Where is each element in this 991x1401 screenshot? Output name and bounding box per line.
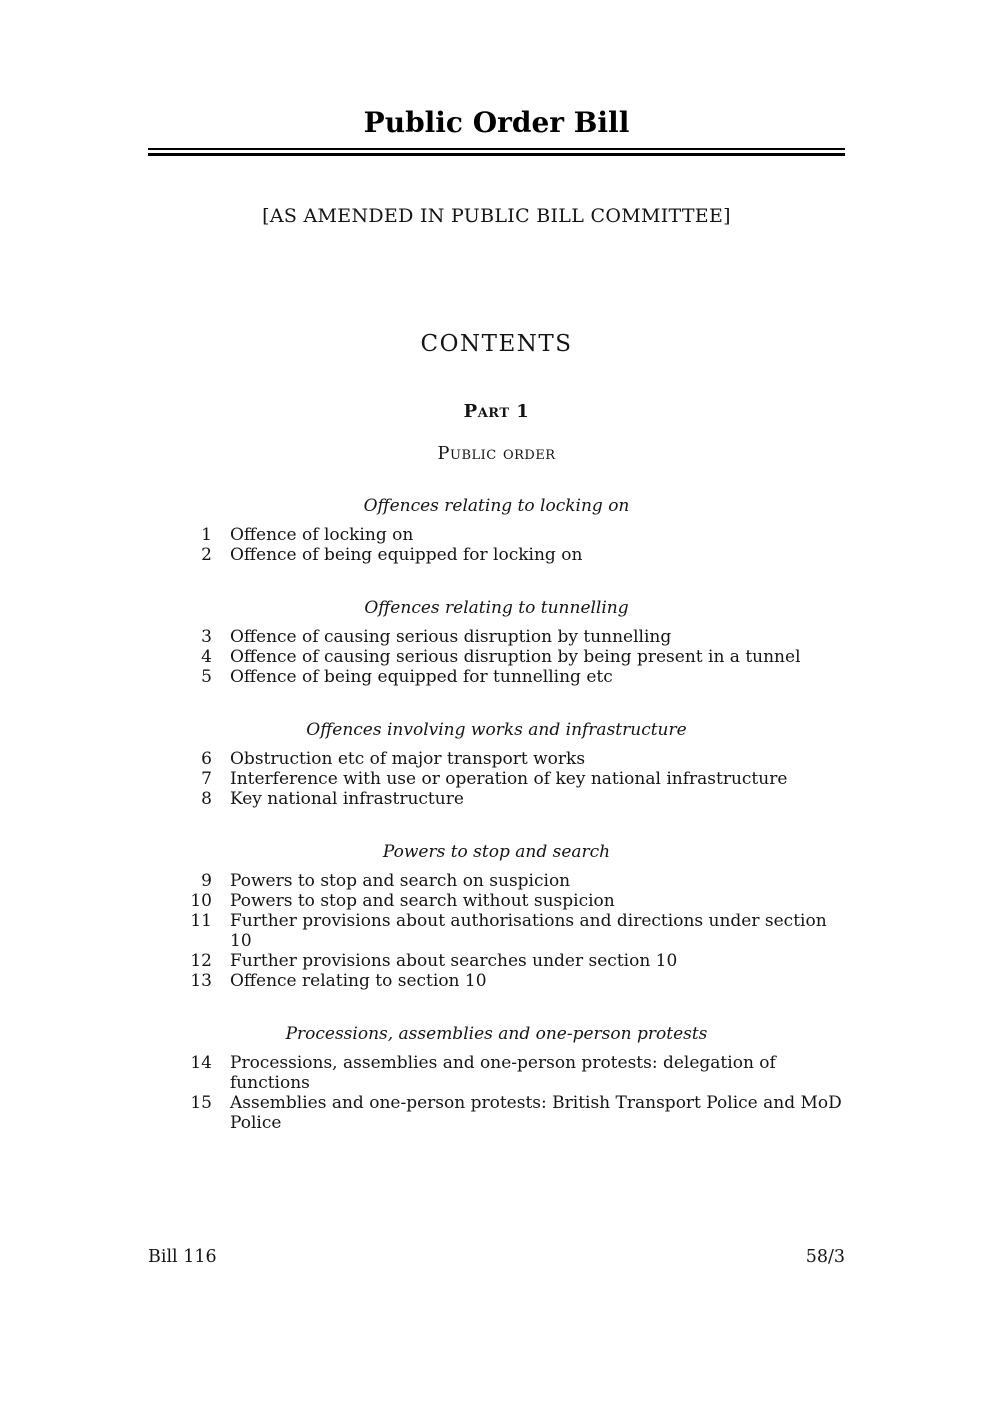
- toc-item-text: Interference with use or operation of key national infrastructure: [230, 769, 788, 789]
- toc-item-number: 7: [201, 769, 212, 789]
- toc-group: [148, 1024, 845, 1133]
- toc-item: [148, 667, 845, 687]
- toc-item: [148, 911, 845, 951]
- toc-item-number: 15: [190, 1093, 212, 1113]
- toc-item-text: Further provisions about authorisations and directions under section 10: [230, 911, 827, 951]
- table-of-contents: [148, 496, 845, 1133]
- toc-group-heading: Offences involving works and infrastructure: [306, 720, 687, 740]
- toc-item: [148, 769, 845, 789]
- part-subtitle: Public order: [437, 443, 556, 464]
- toc-item-text: Powers to stop and search without suspicion: [230, 891, 615, 911]
- toc-item: [148, 971, 845, 991]
- page-footer: [148, 1247, 845, 1268]
- toc-item-text: Obstruction etc of major transport works: [230, 749, 586, 769]
- toc-item: [148, 891, 845, 911]
- title-double-rule: [148, 148, 845, 156]
- toc-group: [148, 598, 845, 687]
- toc-item-number: 10: [190, 891, 212, 911]
- toc-item-text: Powers to stop and search on suspicion: [230, 871, 571, 891]
- toc-group-heading: Processions, assemblies and one-person protests: [285, 1024, 708, 1044]
- contents-heading: CONTENTS: [420, 331, 573, 357]
- toc-item-number: 12: [190, 951, 212, 971]
- toc-item-text: Offence of being equipped for tunnelling etc: [230, 667, 613, 687]
- footer-print-number: 58/3: [805, 1247, 845, 1267]
- toc-item-number: 9: [201, 871, 212, 891]
- toc-item-text: Offence of causing serious disruption by being present in a tunnel: [230, 647, 801, 667]
- part-label: Part 1: [463, 401, 530, 422]
- toc-item-number: 11: [190, 911, 212, 931]
- toc-item-number: 14: [190, 1053, 212, 1073]
- amendment-note: [AS AMENDED IN PUBLIC BILL COMMITTEE]: [262, 205, 731, 227]
- toc-item-text: Further provisions about searches under section 10: [230, 951, 678, 971]
- toc-item: [148, 627, 845, 647]
- toc-item-number: 13: [190, 971, 212, 991]
- toc-item-text: Offence of being equipped for locking on: [230, 545, 583, 565]
- toc-item: [148, 951, 845, 971]
- toc-group: [148, 496, 845, 565]
- toc-item-text: Offence of causing serious disruption by tunnelling: [230, 627, 672, 647]
- toc-item-number: 6: [201, 749, 212, 769]
- toc-item-number: 8: [201, 789, 212, 809]
- toc-item: [148, 1053, 845, 1093]
- toc-item: [148, 647, 845, 667]
- toc-item-text: Offence relating to section 10: [230, 971, 487, 991]
- toc-item: [148, 1093, 845, 1133]
- toc-item-text: Key national infrastructure: [230, 789, 464, 809]
- page-title: Public Order Bill: [363, 106, 630, 139]
- toc-group: [148, 720, 845, 809]
- toc-group: [148, 842, 845, 991]
- toc-group-heading: Offences relating to tunnelling: [364, 598, 629, 618]
- toc-item-number: 2: [201, 545, 212, 565]
- toc-item: [148, 525, 845, 545]
- toc-item: [148, 749, 845, 769]
- toc-item-number: 3: [201, 627, 212, 647]
- toc-item-text: Assemblies and one-person protests: British Transport Police and MoD Police: [230, 1093, 842, 1133]
- toc-group-heading: Powers to stop and search: [382, 842, 611, 862]
- toc-group-heading: Offences relating to locking on: [363, 496, 630, 516]
- toc-item: [148, 789, 845, 809]
- toc-item-number: 4: [201, 647, 212, 667]
- toc-item-number: 1: [201, 525, 212, 545]
- toc-item-text: Offence of locking on: [230, 525, 414, 545]
- footer-bill-number: Bill 116: [148, 1247, 217, 1267]
- toc-item: [148, 545, 845, 565]
- toc-item-text: Processions, assemblies and one-person protests: delegation of functions: [230, 1053, 776, 1093]
- toc-item: [148, 871, 845, 891]
- toc-item-number: 5: [201, 667, 212, 687]
